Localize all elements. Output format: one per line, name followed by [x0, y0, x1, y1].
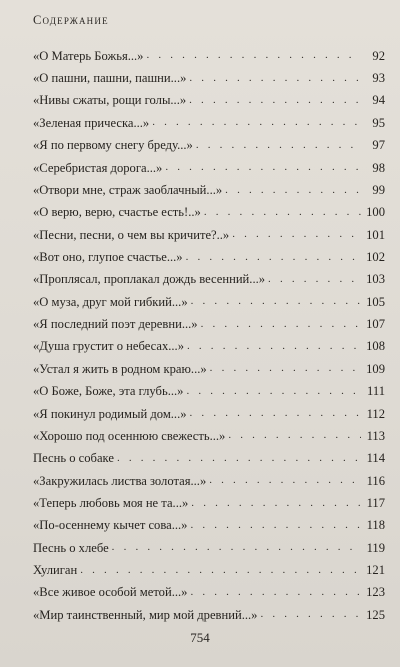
toc-entry-page: 92 — [372, 48, 385, 63]
toc-entry — [33, 487, 385, 509]
toc-entry-title: «Теперь любовь моя не та...» — [33, 495, 189, 510]
toc-entry-title: «О Боже, Боже, эта глубь...» — [33, 384, 184, 399]
toc-entry — [33, 308, 385, 330]
toc-entry-title: «Устал я жить в родном краю...» — [33, 361, 207, 376]
dot-leader — [186, 252, 361, 264]
dot-leader — [190, 520, 361, 532]
dot-leader — [196, 140, 361, 152]
toc-entry — [33, 152, 385, 174]
toc-entry-page: 117 — [366, 495, 385, 510]
toc-entry — [33, 353, 385, 375]
toc-entry-page: 98 — [372, 160, 385, 175]
toc-entry-title: «Зеленая прическа...» — [33, 115, 150, 130]
toc-entry-title: Песнь о хлебе — [33, 540, 109, 555]
toc-entry-page: 123 — [366, 585, 385, 600]
toc-entry-title: «Я по первому снегу бреду...» — [33, 138, 193, 153]
table-of-contents — [33, 40, 385, 621]
toc-entry — [33, 577, 385, 599]
toc-entry-page: 99 — [372, 182, 385, 197]
toc-entry — [33, 599, 385, 621]
toc-entry-title: «О муза, друг мой гибкий...» — [33, 294, 188, 309]
dot-leader — [209, 475, 361, 487]
toc-entry-page: 105 — [366, 294, 385, 309]
toc-entry — [33, 510, 385, 532]
toc-entry-page: 112 — [366, 406, 385, 421]
toc-entry-page: 95 — [372, 115, 385, 130]
toc-entry-title: «Я последний поэт деревни...» — [33, 317, 198, 332]
toc-entry-page: 109 — [366, 361, 385, 376]
dot-leader — [189, 95, 361, 107]
toc-entry — [33, 264, 385, 286]
dot-leader — [228, 430, 361, 442]
toc-entry-page: 94 — [372, 93, 385, 108]
toc-entry — [33, 554, 385, 576]
toc-entry-title: «Хорошо под осеннюю свежесть...» — [33, 428, 226, 443]
toc-entry — [33, 174, 385, 196]
dot-leader — [190, 587, 361, 599]
dot-leader — [260, 609, 361, 621]
toc-entry — [33, 331, 385, 353]
dot-leader — [232, 229, 361, 241]
dot-leader — [187, 341, 361, 353]
toc-entry-title: «Серебристая дорога...» — [33, 160, 163, 175]
toc-entry-title: «Все живое особой метой...» — [33, 585, 188, 600]
dot-leader — [165, 162, 361, 174]
toc-entry-page: 93 — [372, 71, 385, 86]
toc-entry-title: «О пашни, пашни, пашни...» — [33, 71, 187, 86]
dot-leader — [80, 565, 361, 577]
toc-entry-title: «Отвори мне, страж заоблачный...» — [33, 182, 223, 197]
dot-leader — [191, 498, 361, 510]
dot-leader — [146, 50, 361, 62]
dot-leader — [204, 207, 361, 219]
section-heading: Содержание — [33, 13, 109, 27]
toc-entry — [33, 465, 385, 487]
toc-entry — [33, 532, 385, 554]
toc-entry-page: 119 — [366, 540, 385, 555]
toc-entry-title: «Мир таинственный, мир мой древний...» — [33, 607, 258, 622]
toc-entry-page: 102 — [366, 250, 385, 264]
toc-entry-page: 121 — [366, 563, 385, 578]
toc-entry-title: «О Матерь Божья...» — [33, 48, 144, 63]
toc-entry-title: «Вот оно, глупое счастье...» — [33, 250, 183, 264]
dot-leader — [186, 386, 361, 398]
dot-leader — [225, 185, 361, 197]
toc-entry — [33, 442, 385, 464]
toc-entry-title: «Нивы сжаты, рощи голы...» — [33, 93, 187, 108]
toc-entry-page: 100 — [366, 205, 385, 220]
toc-entry-page: 125 — [366, 607, 385, 622]
toc-entry-page: 116 — [366, 473, 385, 488]
toc-entry-title: «По-осеннему кычет сова...» — [33, 518, 188, 533]
toc-entry-title: Песнь о собаке — [33, 451, 114, 466]
dot-leader — [117, 453, 361, 465]
dot-leader — [191, 296, 361, 308]
toc-entry-page: 97 — [372, 138, 385, 153]
toc-entry-page: 101 — [366, 227, 385, 242]
dot-leader — [268, 274, 361, 286]
dot-leader — [190, 408, 361, 420]
toc-entry-page: 113 — [366, 428, 385, 443]
dot-leader — [201, 319, 361, 331]
dot-leader — [152, 117, 361, 129]
dot-leader — [210, 363, 361, 375]
toc-entry — [33, 241, 385, 263]
toc-entry — [33, 40, 385, 62]
dot-leader — [112, 542, 361, 554]
toc-entry-page: 103 — [366, 272, 385, 287]
toc-entry-page: 114 — [366, 451, 385, 466]
toc-entry-title: «Проплясал, проплакал дождь весенний...» — [33, 272, 266, 287]
toc-entry-page: 111 — [367, 384, 385, 399]
toc-entry — [33, 197, 385, 219]
toc-entry-page: 118 — [366, 518, 385, 533]
toc-entry-title: «О верю, верю, счастье есть!..» — [33, 205, 201, 220]
toc-entry — [33, 420, 385, 442]
dot-leader — [189, 73, 361, 85]
toc-entry — [33, 62, 385, 84]
toc-entry-title: «Душа грустит о небесах...» — [33, 339, 184, 354]
page-number: 754 — [190, 630, 210, 645]
toc-entry-title: Хулиган — [33, 563, 78, 578]
toc-entry — [33, 375, 385, 397]
toc-entry — [33, 107, 385, 129]
toc-entry — [33, 129, 385, 151]
toc-entry-page: 108 — [366, 339, 385, 354]
toc-entry — [33, 286, 385, 308]
toc-entry — [33, 219, 385, 241]
toc-entry-title: «Я покинул родимый дом...» — [33, 406, 187, 421]
toc-entry-title: «Закружилась листва золотая...» — [33, 473, 207, 488]
toc-entry-title: «Песни, песни, о чем вы кричите?..» — [33, 227, 230, 242]
toc-entry — [33, 85, 385, 107]
toc-entry — [33, 398, 385, 420]
toc-entry-page: 107 — [366, 317, 385, 332]
